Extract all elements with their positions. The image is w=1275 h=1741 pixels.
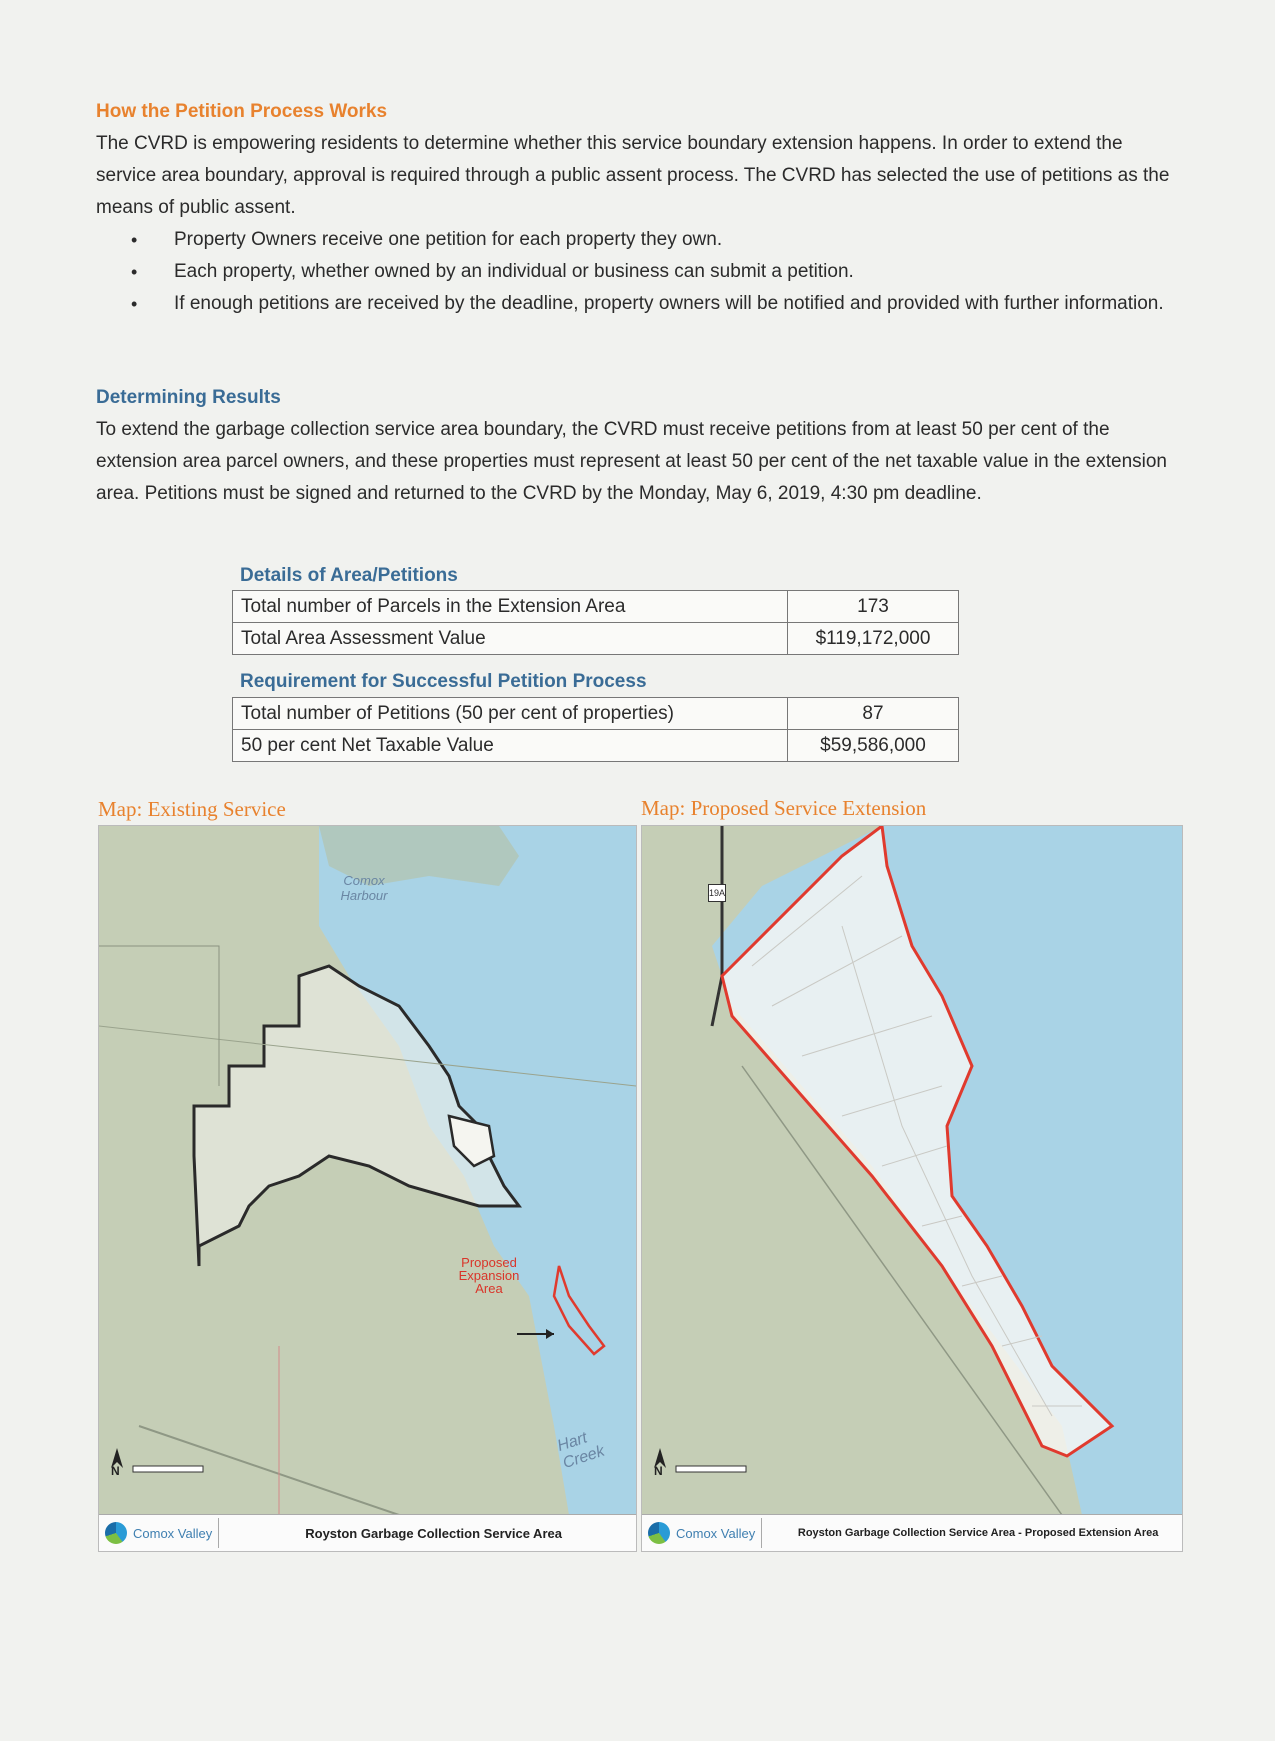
table-row [233,730,959,762]
details-caption: Details of Area/Petitions [240,565,458,586]
existing-map-footer [99,1514,636,1551]
cvrd-logo [99,1518,219,1548]
cvrd-logo [642,1518,762,1548]
results-body: To extend the garbage collection service area boundary, the CVRD must receive petitions from at least 50 per cent of the extension area parcel owners, and these properties must represent at least 50 per cent of the net taxable value in the extension area. Petitions must be signed and returned to the CVRD by the Monday, May 6, 2019, 4:30 pm deadline. [96,419,1167,504]
petition-bullets [130,224,1214,320]
petition-heading: How the Petition Process Works [96,101,388,122]
existing-map-title: Map: Existing Service [98,797,286,821]
results-heading: Determining Results [96,387,281,408]
details-table [232,590,959,655]
harbour-label: Comox Harbour [340,873,388,903]
north-indicator: N [111,1464,120,1478]
logo-text: Comox Valley [133,1525,213,1541]
creek-label: Hart Creek [555,1429,607,1473]
proposed-map-footer-title: Royston Garbage Collection Service Area - Proposed Extension Area [797,1527,1159,1539]
highway-shield-icon: 19A [708,884,726,902]
requirement-caption: Requirement for Successful Petition Process [240,671,647,692]
logo-text: Comox Valley [676,1525,756,1541]
table-row [233,591,959,623]
proposed-extension-map [641,825,1183,1552]
table-row [233,623,959,655]
row-label: Total number of Petitions (50 per cent of properties) [233,698,788,730]
row-value: 87 [788,698,959,730]
north-indicator: N [654,1464,663,1478]
row-value: $59,586,000 [788,730,959,762]
bullet-item: • Property Owners receive one petition for each property they own. [174,224,1214,256]
row-label: 50 per cent Net Taxable Value [233,730,788,762]
requirement-table [232,697,959,762]
cvrd-logo-icon [105,1522,127,1544]
table-row [233,698,959,730]
existing-map-image [99,826,636,1515]
bullet-item: • If enough petitions are received by the deadline, property owners will be notified and provided with further information. [174,288,1214,320]
proposed-map-image [642,826,1182,1515]
proposed-map-title: Map: Proposed Service Extension [641,796,927,820]
proposed-map-footer [642,1514,1182,1551]
bullet-item: • Each property, whether owned by an individual or business can submit a petition. [174,256,1214,288]
row-value: $119,172,000 [788,623,959,655]
petition-intro: The CVRD is empowering residents to determine whether this service boundary extension happens. In order to extend the service area boundary, approval is required through a public assent process. The CVRD has selected the use of petitions as the means of public assent. [96,133,1170,218]
cvrd-logo-icon [648,1522,670,1544]
row-label: Total Area Assessment Value [233,623,788,655]
existing-service-map [98,825,637,1552]
proposed-expansion-label: Proposed Expansion Area [458,1255,520,1296]
row-value: 173 [788,591,959,623]
row-label: Total number of Parcels in the Extension Area [233,591,788,623]
existing-map-footer-title: Royston Garbage Collection Service Area [305,1525,562,1541]
